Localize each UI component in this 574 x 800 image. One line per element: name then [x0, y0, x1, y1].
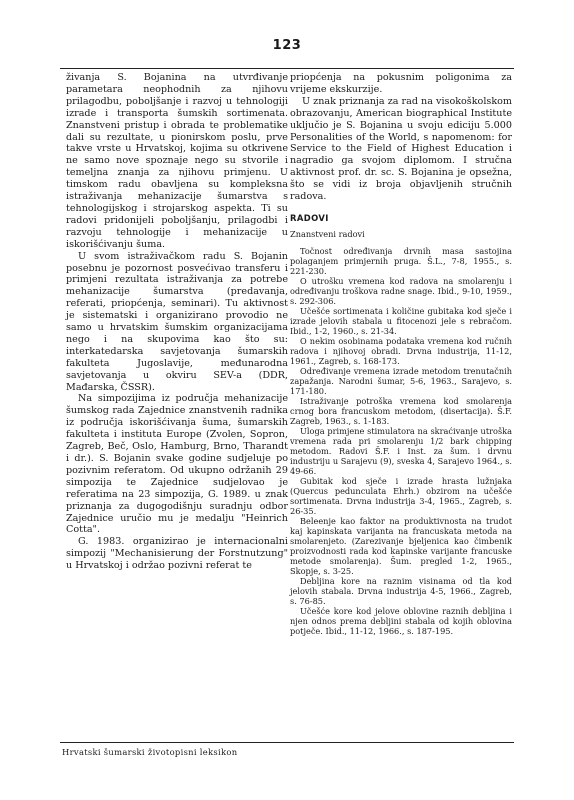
footer-text: Hrvatski šumarski životopisni leksikon: [62, 747, 238, 757]
left-column: [66, 72, 288, 572]
bibliography-entry: Točnost određivanja drvnih masa sastojina polaganjem primjernih pruga. Š.L., 7-8, 1955., s. 221-230.: [290, 245, 512, 276]
bibliography-entry: Uloga primjene stimulatora na skraćivanje utroška vremena rada pri smolarenju 1/2 bark chipping metodom. Radovi Š.F. i Inst. za šum. i drvnu industriju u Sarajevu (9), sveska 4, Sarajevo 1964., s. 49-66.: [290, 425, 512, 476]
bibliography-entry: Učešće sortimenata i količine gubitaka kod sječe i izrade jelovih stabala u fitocenozi jele s rebračom. Ibid., 1-2, 1960., s. 21-34.: [290, 305, 512, 336]
paragraph: G. 1983. organizirao je internacionalni simpozij "Mechanisierung der Forstnutzung" u Hrvatskoj i održao pozivni referat te: [66, 536, 288, 572]
bibliography-entry: Debljina kore na raznim visinama od tla kod jelovih stabala. Drvna industrija 4-5, 1966., Zagreb, s. 76-85.: [290, 575, 512, 606]
paragraph: priopćenja na pokusnim poligonima za vrijeme ekskurzije.: [290, 72, 512, 95]
page-number: 123: [272, 38, 302, 53]
bibliography-entry: O nekim osobinama podataka vremena kod ručnih radova i njihovoj obradi. Drvna industrija, 11-12, 1961., Zagreb, s. 168-173.: [290, 335, 512, 366]
bibliography-entry: Određivanje vremena izrade metodom trenutačnih zapažanja. Narodni šumar, 5-6, 1963., Sarajevo, s. 171-180.: [290, 365, 512, 396]
paragraph: živanja S. Bojanina na utvrđivanje parametara neophodnih za njihovu prilagodbu, poboljšanje i razvoj u tehnologiji izrade i transporta šumskih sortimenata. Znanstveni pristup i obrada te problematike dali su rezultate, u pionirskom poslu, prve takve vrste u Hrvatskoj, kojima su otkrivene ne samo nove spoznaje nego su stvorile i temeljna znanja za njihovu primjenu. U timskom radu obavljena su kompleksna istraživanja mehanizacije šumarstva s tehnologijskog i strojarskog aspekta. Ti su radovi pridonijeli poboljšanju, prilagodbi i razvoju tehnologije i mehanizacije u iskorišćivanju šuma.: [66, 72, 288, 250]
paragraph: U svom istraživačkom radu S. Bojanin posebnu je pozornost posvećivao transferu i primjeni rezultata istraživanja za potrebe mehanizacije šumarstva (predavanja, referati, priopćenja, seminari). Tu aktivnost je sistematski i organizirano provodio ne samo u hrvatskim šumskim organizacijama nego i na skupovima kao što su: interkatedarska savjetovanja šumarskih fakulteta Jugoslavije, međunarodna savjetovanja u okviru SEV-a (DDR, Mađarska, ČSSR).: [66, 250, 288, 393]
bibliography-entry: O utrošku vremena kod radova na smolarenju i određivanju troškova radne snage. Ibid., 9-10, 1959., s. 292-306.: [290, 275, 512, 306]
bibliography-entry: Učešće kore kod jelove oblovine raznih debljina i njen odnos prema debljini stabala od kojih oblovina potječe. Ibid., 11-12, 1966., s. 187-195.: [290, 605, 512, 636]
bibliography-entry: Istraživanje potroška vremena kod smolarenja crnog bora francuskom metodom, (disertacija). Š.F. Zagreb, 1963., s. 1-183.: [290, 395, 512, 426]
paragraph: Na simpozijima iz područja mehanizacije šumskog rada Zajednice znanstvenih radnika iz područja iskorišćivanja šuma, šumarskih fakulteta i instituta Europe (Zvolen, Sopron, Zagreb, Beč, Oslo, Hamburg, Brno, Tharandt i dr.). S. Bojanin svake godine sudjeluje po pozivnim referatom. Od ukupno održanih 29 simpozija te Zajednice sudjelovao je referatima na 23 simpozija, G. 1989. u znak priznanja za dugogodišnju suradnju odbor Zajednice uručio mu je medalju "Heinrich Cotta".: [66, 393, 288, 536]
bibliography-entry: Beleenje kao faktor na produktivnosta na trudot kaj kapinskata varijanta na francuskata metoda na smolarenjeto. (Zarezivanje bjeljenica kao čimbenik proizvodnosti rada kod kapinske varijante francuske metode smolarenja). Šum. pregled 1-2, 1965., Skopje, s. 3-25.: [290, 515, 512, 576]
section-heading: RADOVI: [290, 212, 329, 223]
header-rule: [60, 68, 514, 69]
footer-rule: [60, 742, 514, 743]
subsection-heading: Znanstveni radovi: [290, 228, 365, 239]
bibliography-entry: Gubitak kod sječe i izrade hrasta lužnjaka (Quercus pedunculata Ehrh.) obzirom na učešće sortimenata. Drvna industrija 3-4, 1965., Zagreb, s. 26-35.: [290, 475, 512, 516]
right-column: [290, 72, 512, 636]
paragraph: U znak priznanja za rad na visokoškolskom obrazovanju, American biographical Institute uključio je S. Bojanina u svoju ediciju 5.000 Personalities of the World, s napomenom: for Service to the Field of Highest Education i nagradio ga svojom diplomom. I stručna aktivnost prof. dr. sc. S. Bojanina je opsežna, što se vidi iz broja objavljenih stručnih radova.: [290, 95, 512, 203]
